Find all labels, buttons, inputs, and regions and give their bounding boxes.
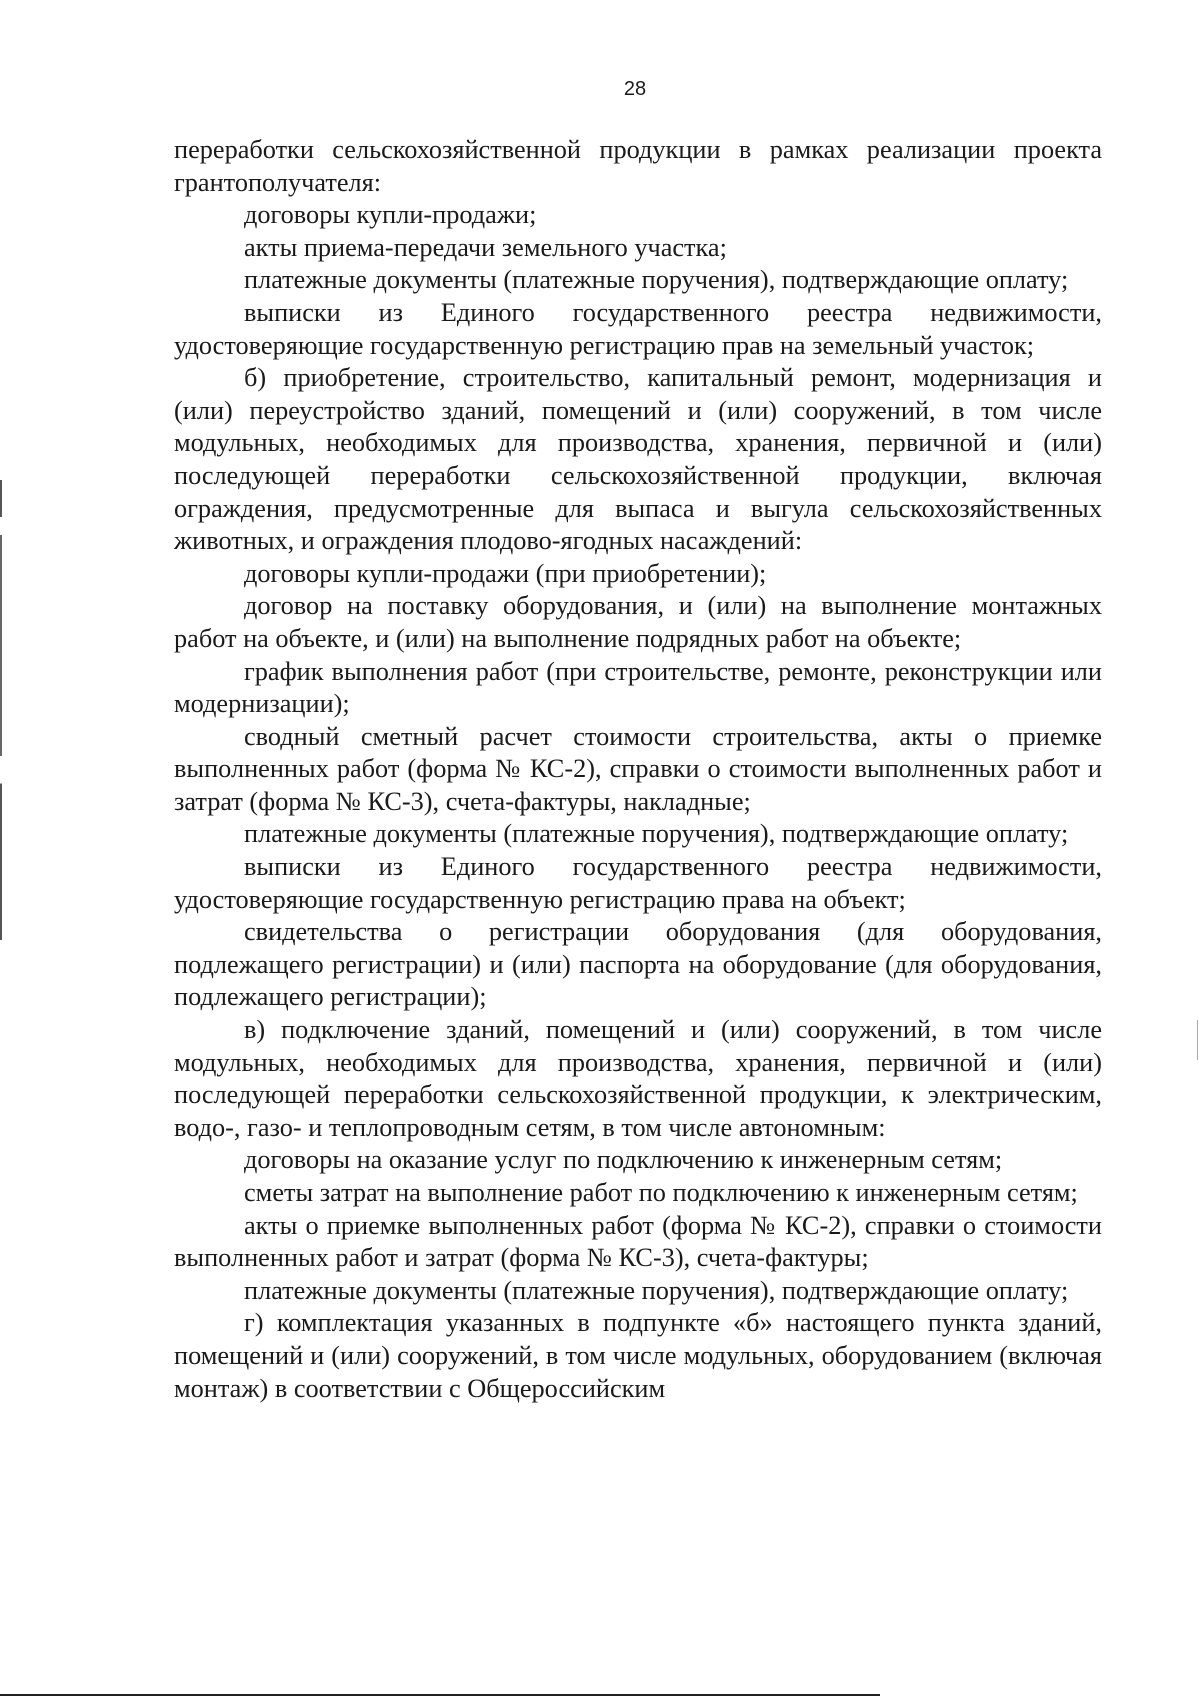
paragraph-continuation: переработки сельскохозяйственной продукции в рамках реализации проекта грантополучателя: [174,135,1102,197]
scan-edge-mark-right [1197,1020,1198,1060]
paragraph-item: платежные документы (платежные поручения), подтверждающие оплату; [244,1275,1069,1305]
paragraph-item: платежные документы (платежные поручения), подтверждающие оплату; [244,265,1069,295]
page-number: 28 [623,78,647,100]
paragraph-subpoint-g: г) комплектация указанных в подпункте «б» настоящего пункта зданий, помещений и (или) сооружений, в том числе модульных, оборудованием (включая монтаж) в соответствии с Общероссийским [174,1308,1102,1403]
paragraph-item: акты приема-передачи земельного участка; [244,232,727,262]
paragraph-item: сметы затрат на выполнение работ по подключению к инженерным сетям; [244,1178,1078,1207]
paragraph-item: акты о приемке выполненных работ (форма № КС-2), справки о стоимости выполненных работ и затрат (форма № КС-3), счета-фактуры; [174,1210,1102,1273]
paragraph-item: сводный сметный расчет стоимости строительства, акты о приемке выполненных работ (форма № КС-2), справки о стоимости выполненных работ и затрат (форма № КС-3), счета-фактуры, накладные; [174,721,1102,816]
paragraph-item: выписки из Единого государственного реестра недвижимости, удостоверяющие государственную регистрацию прав на земельный участок; [174,297,1102,360]
scan-edge-mark [0,480,2,940]
paragraph-subpoint-v: в) подключение зданий, помещений и (или) сооружений, в том числе модульных, необходимых для производства, хранения, первичной и (или) последующей переработки сельскохозяйственной продукции, к электрическим, водо-, газо- и теплопроводным сетям, в том числе автономным: [174,1015,1102,1142]
paragraph-item: выписки из Единого государственного реестра недвижимости, удостоверяющие государственную регистрацию права на объект; [174,852,1102,914]
document-body [174,134,1102,1405]
paragraph-item: платежные документы (платежные поручения), подтверждающие оплату; [244,819,1069,849]
scan-bottom-edge [0,1694,880,1696]
paragraph-item: свидетельства о регистрации оборудования (для оборудования, подлежащего регистрации) и (или) паспорта на оборудование (для оборудования, подлежащего регистрации); [174,917,1102,1012]
paragraph-item: договоры на оказание услуг по подключению к инженерным сетям; [244,1145,1003,1175]
paragraph-item: график выполнения работ (при строительстве, ремонте, реконструкции или модернизации); [174,656,1102,719]
paragraph-item: договоры купли-продажи; [244,200,537,230]
paragraph-item: договоры купли-продажи (при приобретении); [244,558,767,588]
paragraph-item: договор на поставку оборудования, и (или) на выполнение монтажных работ на объекте, и (или) на выполнение подрядных работ на объекте; [174,591,1102,653]
paragraph-subpoint-b: б) приобретение, строительство, капитальный ремонт, модернизация и (или) переустройство зданий, помещений и (или) сооружений, в том числе модульных, необходимых для производства, хранения, первичной и (или) последующей переработки сельскохозяйственной продукции, включая ограждения, предусмотренные для выпаса и выгула сельскохозяйственных животных, и ограждения плодово-ягодных насаждений: [174,363,1102,556]
